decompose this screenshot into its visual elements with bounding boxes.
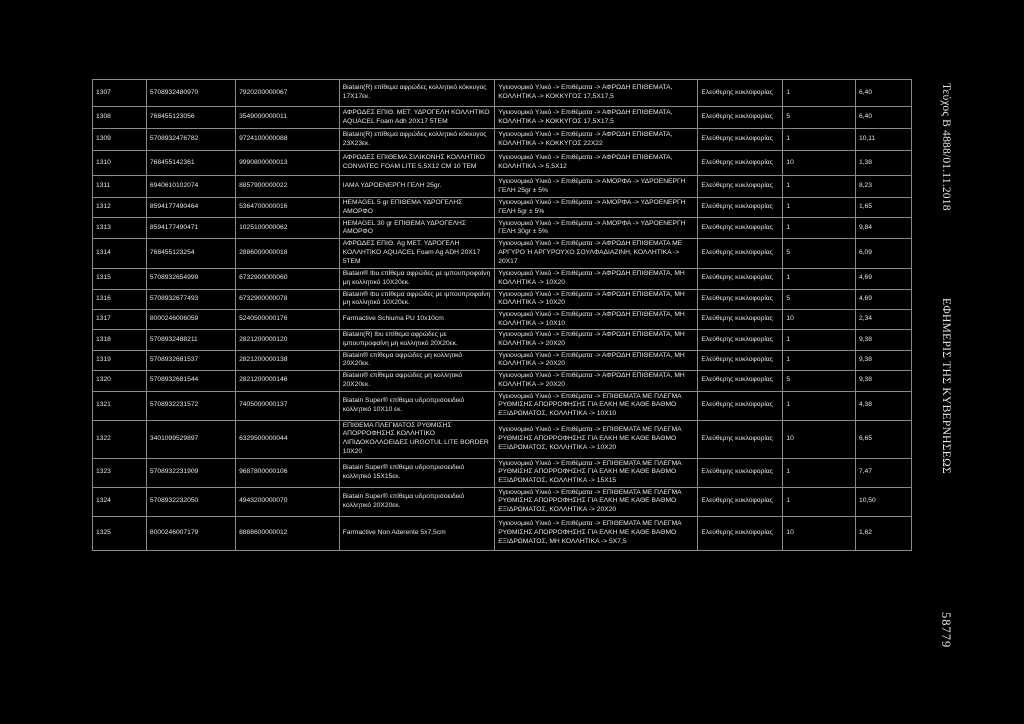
package-quantity: 1 [783, 218, 856, 239]
product-code: 9990800000013 [236, 151, 340, 176]
product-description: Biatain® επίθεμα αφρώδες μη κολλητικό 20Χ20εκ. [339, 371, 495, 391]
gazette-title: ΕΦΗΜΕΡΙΣ ΤΗΣ ΚΥΒΕΡΝΗΣΕΩΣ [940, 298, 952, 474]
unit-value: 6,09 [855, 239, 911, 268]
price-category: Ελεύθερης κυκλοφορίας [698, 80, 783, 107]
product-category: Υγειονομικό Υλικό -> Επιθέματα -> ΕΠΙΘΕΜΑΤΑ ΜΕ ΠΛΕΓΜΑ ΡΥΘΜΙΣΗΣ ΑΠΟΡΡΟΦΗΣΗΣ ΓΙΑ ΕΛΚΗ ΜΕ ΚΑΘΕ ΒΑΘΜΟ ΕΞΙΔΡΩΜΑΤΟΣ, ΚΟΛΛΗΤΙΚΑ -> 15Χ15 [495, 458, 698, 487]
product-category: Υγειονομικό Υλικό -> Επιθέματα -> ΕΠΙΘΕΜΑΤΑ ΜΕ ΠΛΕΓΜΑ ΡΥΘΜΙΣΗΣ ΑΠΟΡΡΟΦΗΣΗΣ ΓΙΑ ΕΛΚΗ ΜΕ ΚΑΘΕ ΒΑΘΜΟ ΕΞΙΔΡΩΜΑΤΟΣ, ΚΟΛΛΗΤΙΚΑ -> 10Χ10 [495, 391, 698, 420]
unit-value: 7,47 [855, 458, 911, 487]
price-category: Ελεύθερης κυκλοφορίας [698, 391, 783, 420]
price-category: Ελεύθερης κυκλοφορίας [698, 239, 783, 268]
ean-code: 5708932681537 [146, 350, 235, 370]
unit-value: 4,38 [855, 391, 911, 420]
ean-code: 5708932654999 [146, 268, 235, 289]
product-code: 7920200000067 [236, 80, 340, 107]
unit-value: 9,38 [855, 371, 911, 391]
row-number: 1322 [93, 420, 147, 458]
product-code: 5240500000176 [236, 309, 340, 329]
ean-code: 5708932231572 [146, 391, 235, 420]
table-row [93, 350, 912, 370]
unit-value: 8,23 [855, 176, 911, 198]
product-category: Υγειονομικό Υλικό -> Επιθέματα -> ΕΠΙΘΕΜΑΤΑ ΜΕ ΠΛΕΓΜΑ ΡΥΘΜΙΣΗΣ ΑΠΟΡΡΟΦΗΣΗΣ ΓΙΑ ΕΛΚΗ ΜΕ ΚΑΘΕ ΒΑΘΜΟ ΕΞΙΔΡΩΜΑΤΟΣ, ΚΟΛΛΗΤΙΚΑ -> 10Χ20 [495, 420, 698, 458]
product-code: 6732900000078 [236, 289, 340, 309]
unit-value: 4,69 [855, 268, 911, 289]
ean-code: 5708932681544 [146, 371, 235, 391]
product-description: Farmactive Non Aderente 5x7,5cm [339, 516, 495, 550]
product-table [92, 79, 912, 551]
product-description: Farmactive Schiuma PU 10x10cm [339, 309, 495, 329]
unit-value: 6,65 [855, 420, 911, 458]
row-number: 1309 [93, 129, 147, 151]
product-category: Υγειονομικό Υλικό -> Επιθέματα -> ΑΦΡΩΔΗ ΕΠΙΘΕΜΑΤΑ, ΚΟΛΛΗΤΙΚΑ -> ΚΟΚΚΥΓΟΣ 17,5Χ17,5 [495, 80, 698, 107]
row-number: 1324 [93, 487, 147, 516]
row-number: 1318 [93, 330, 147, 350]
ean-code: 5708932476782 [146, 129, 235, 151]
row-number: 1316 [93, 289, 147, 309]
price-category: Ελεύθερης κυκλοφορίας [698, 309, 783, 329]
product-category: Υγειονομικό Υλικό -> Επιθέματα -> ΑΦΡΩΔΗ ΕΠΙΘΕΜΑΤΑ ΜΕ ΑΡΓΥΡΟ Ή ΑΡΓΥΡΟΥΧΟ ΣΟΥΛΦΑΔΙΑΖΙΝΗ, ΚΟΛΛΗΤΙΚΑ -> 20Χ17 [495, 239, 698, 268]
package-quantity: 1 [783, 129, 856, 151]
product-category: Υγειονομικό Υλικό -> Επιθέματα -> ΕΠΙΘΕΜΑΤΑ ΜΕ ΠΛΕΓΜΑ ΡΥΘΜΙΣΗΣ ΑΠΟΡΡΟΦΗΣΗΣ ΓΙΑ ΕΛΚΗ ΜΕ ΚΑΘΕ ΒΑΘΜΟ ΕΞΙΔΡΩΜΑΤΟΣ, ΜΗ ΚΟΛΛΗΤΙΚΑ -> 5Χ7,5 [495, 516, 698, 550]
row-number: 1313 [93, 218, 147, 239]
unit-value: 1,38 [855, 151, 911, 176]
issue-label: Τεύχος Β 4888/01.11.2018 [940, 83, 952, 211]
package-quantity: 5 [783, 371, 856, 391]
price-category: Ελεύθερης κυκλοφορίας [698, 151, 783, 176]
price-category: Ελεύθερης κυκλοφορίας [698, 176, 783, 198]
table-row [93, 239, 912, 268]
row-number: 1320 [93, 371, 147, 391]
product-description: ΑΦΡΩΔΕΣ ΕΠΙΘ. ΜΕΤ. ΥΔΡΟΓΕΛΗ ΚΟΛΛΗΤΙΚΟ AQUACEL Foam Adh 20X17 5TEM [339, 107, 495, 129]
product-description: Biatain® Ibu επίθεμα αφρώδες με ιμπουπροφαίνη μη κολλητικό 10Χ20εκ. [339, 268, 495, 289]
table-row [93, 107, 912, 129]
ean-code: 5708932231909 [146, 458, 235, 487]
ean-code: 8000246006059 [146, 309, 235, 329]
table-row [93, 516, 912, 550]
package-quantity: 1 [783, 80, 856, 107]
product-category: Υγειονομικό Υλικό -> Επιθέματα -> ΑΦΡΩΔΗ ΕΠΙΘΕΜΑΤΑ, ΜΗ ΚΟΛΛΗΤΙΚΑ -> 20Χ20 [495, 371, 698, 391]
table-row [93, 218, 912, 239]
ean-code: 8594177490471 [146, 218, 235, 239]
package-quantity: 1 [783, 176, 856, 198]
package-quantity: 1 [783, 330, 856, 350]
package-quantity: 5 [783, 239, 856, 268]
table-row [93, 309, 912, 329]
row-number: 1325 [93, 516, 147, 550]
unit-value: 1,62 [855, 516, 911, 550]
product-category: Υγειονομικό Υλικό -> Επιθέματα -> ΑΦΡΩΔΗ ΕΠΙΘΕΜΑΤΑ, ΜΗ ΚΟΛΛΗΤΙΚΑ -> 10Χ20 [495, 268, 698, 289]
ean-code: 8000246007179 [146, 516, 235, 550]
price-category: Ελεύθερης κυκλοφορίας [698, 289, 783, 309]
package-quantity: 1 [783, 350, 856, 370]
row-number: 1307 [93, 80, 147, 107]
table-row [93, 458, 912, 487]
product-description: HEMAGEL 30 gr ΕΠΙΘΕΜΑ ΥΔΡΟΓΕΛΗΣ ΑΜΟΡΦΟ [339, 218, 495, 239]
product-code: 8857900000022 [236, 176, 340, 198]
unit-value: 4,69 [855, 289, 911, 309]
unit-value: 9,38 [855, 350, 911, 370]
product-code: 9724100000088 [236, 129, 340, 151]
product-description: Biatain(R) επίθεμα αφρώδες κολλητικό κόκκυγος 17Χ17εκ. [339, 80, 495, 107]
product-category: Υγειονομικό Υλικό -> Επιθέματα -> ΑΦΡΩΔΗ ΕΠΙΘΕΜΑΤΑ, ΚΟΛΛΗΤΙΚΑ -> 5,5X12 [495, 151, 698, 176]
product-description: Biatain® επίθεμα αφρώδες μη κολλητικό 20Χ20εκ. [339, 350, 495, 370]
product-code: 6732900000060 [236, 268, 340, 289]
unit-value: 10,50 [855, 487, 911, 516]
table-row [93, 129, 912, 151]
ean-code: 5708932488211 [146, 330, 235, 350]
ean-code: 5708932677493 [146, 289, 235, 309]
row-number: 1317 [93, 309, 147, 329]
product-code: 3549000000011 [236, 107, 340, 129]
package-quantity: 1 [783, 198, 856, 218]
table-row [93, 487, 912, 516]
price-category: Ελεύθερης κυκλοφορίας [698, 487, 783, 516]
product-category: Υγειονομικό Υλικό -> Επιθέματα -> ΑΦΡΩΔΗ ΕΠΙΘΕΜΑΤΑ, ΚΟΛΛΗΤΙΚΑ -> ΚΟΚΚΥΓΟΣ 22Χ22 [495, 129, 698, 151]
page-number: 58779 [939, 612, 953, 649]
package-quantity: 10 [783, 309, 856, 329]
table-row [93, 80, 912, 107]
table-row [93, 151, 912, 176]
product-description: ΑΦΡΩΔΕΣ ΕΠΙΘΕΜΑ ΣΙΛΙΚΟΝΗΣ ΚΟΛΛΗΤΙΚΟ CONVATEC FOAM LITE 5,5X12 CM 10 TEM [339, 151, 495, 176]
product-table-body [93, 80, 912, 551]
product-category: Υγειονομικό Υλικό -> Επιθέματα -> ΑΜΟΡΦΑ -> ΥΔΡΟΕΝΕΡΓΗ ΓΕΛΗ 5gr ± 5% [495, 198, 698, 218]
product-description: ΕΠΙΘΕΜΑ ΠΛΕΓΜΑΤΟΣ ΡΥΘΜΙΣΗΣ ΑΠΟΡΡΟΦΗΣΗΣ ΚΟΛΛΗΤΙΚΟ ΛΙΠΙΔΟΚΟΛΛΟΕΙΔΕΣ URGOTUL LITE BORDER 10Χ20 [339, 420, 495, 458]
product-code: 6329500000044 [236, 420, 340, 458]
product-code: 1025100000062 [236, 218, 340, 239]
row-number: 1312 [93, 198, 147, 218]
row-number: 1321 [93, 391, 147, 420]
product-description: ΙΑΜΑ ΥΔΡΟΕΝΕΡΓΗ ΓΕΛΗ 25gr. [339, 176, 495, 198]
product-description: Biatain Super® επίθεμα υδροπρισοειδικό κολλητικό 10Χ10 εκ. [339, 391, 495, 420]
package-quantity: 1 [783, 458, 856, 487]
ean-code: 3401099529897 [146, 420, 235, 458]
price-category: Ελεύθερης κυκλοφορίας [698, 458, 783, 487]
table-row [93, 198, 912, 218]
unit-value: 6,40 [855, 107, 911, 129]
row-number: 1319 [93, 350, 147, 370]
product-description: Biatain® Ibu επίθεμα αφρώδες με ιμπουπροφαίνη μη κολλητικό 10Χ20εκ. [339, 289, 495, 309]
table-row [93, 268, 912, 289]
product-code: 2886000000018 [236, 239, 340, 268]
product-code: 4943200000070 [236, 487, 340, 516]
product-description: ΑΦΡΩΔΕΣ ΕΠΙΘ. Ag ΜΕΤ. ΥΔΡΟΓΕΛΗ ΚΟΛΛΗΤΙΚΟ AQUACEL Foam Ag ADH 20X17 5TEM [339, 239, 495, 268]
product-code: 7405000000137 [236, 391, 340, 420]
table-row [93, 420, 912, 458]
price-category: Ελεύθερης κυκλοφορίας [698, 218, 783, 239]
package-quantity: 10 [783, 151, 856, 176]
table-row [93, 289, 912, 309]
unit-value: 10,11 [855, 129, 911, 151]
price-category: Ελεύθερης κυκλοφορίας [698, 420, 783, 458]
product-description: HEMAGEL 5 gr ΕΠΙΘΕΜΑ ΥΔΡΟΓΕΛΗΣ ΑΜΟΡΦΟ [339, 198, 495, 218]
unit-value: 1,65 [855, 198, 911, 218]
row-number: 1311 [93, 176, 147, 198]
ean-code: 8594177490464 [146, 198, 235, 218]
row-number: 1314 [93, 239, 147, 268]
price-category: Ελεύθερης κυκλοφορίας [698, 330, 783, 350]
unit-value: 9,84 [855, 218, 911, 239]
product-code: 2821200000120 [236, 330, 340, 350]
price-category: Ελεύθερης κυκλοφορίας [698, 350, 783, 370]
table-row [93, 330, 912, 350]
product-description: Biatain(R) επίθεμα αφρώδες κολλητικό κόκκυγος 23Χ23εκ. [339, 129, 495, 151]
product-category: Υγειονομικό Υλικό -> Επιθέματα -> ΑΦΡΩΔΗ ΕΠΙΘΕΜΑΤΑ, ΜΗ ΚΟΛΛΗΤΙΚΑ -> 10Χ10 [495, 309, 698, 329]
package-quantity: 1 [783, 268, 856, 289]
product-code: 9687800000106 [236, 458, 340, 487]
package-quantity: 10 [783, 516, 856, 550]
package-quantity: 1 [783, 487, 856, 516]
ean-code: 5708932232050 [146, 487, 235, 516]
price-category: Ελεύθερης κυκλοφορίας [698, 107, 783, 129]
product-description: Biatain Super® επίθεμα υδροπρισοειδικό κολλητικό 20Χ20εκ. [339, 487, 495, 516]
row-number: 1315 [93, 268, 147, 289]
package-quantity: 5 [783, 107, 856, 129]
row-number: 1308 [93, 107, 147, 129]
unit-value: 6,40 [855, 80, 911, 107]
price-category: Ελεύθερης κυκλοφορίας [698, 198, 783, 218]
row-number: 1310 [93, 151, 147, 176]
package-quantity: 10 [783, 420, 856, 458]
product-code: 5364700000016 [236, 198, 340, 218]
product-description: Biatain Super® επίθεμα υδροπρισοειδικό κολλητικό 15Χ15εκ. [339, 458, 495, 487]
ean-code: 5708932480970 [146, 80, 235, 107]
product-category: Υγειονομικό Υλικό -> Επιθέματα -> ΑΦΡΩΔΗ ΕΠΙΘΕΜΑΤΑ, ΜΗ ΚΟΛΛΗΤΙΚΑ -> 20Χ20 [495, 330, 698, 350]
ean-code: 6940610102074 [146, 176, 235, 198]
ean-code: 768455142361 [146, 151, 235, 176]
product-category: Υγειονομικό Υλικό -> Επιθέματα -> ΑΜΟΡΦΑ -> ΥΔΡΟΕΝΕΡΓΗ ΓΕΛΗ 30gr ± 5% [495, 218, 698, 239]
price-category: Ελεύθερης κυκλοφορίας [698, 129, 783, 151]
row-number: 1323 [93, 458, 147, 487]
product-category: Υγειονομικό Υλικό -> Επιθέματα -> ΑΦΡΩΔΗ ΕΠΙΘΕΜΑΤΑ, ΚΟΛΛΗΤΙΚΑ -> ΚΟΚΚΥΓΟΣ 17,5Χ17,5 [495, 107, 698, 129]
product-code: 2821200000138 [236, 350, 340, 370]
product-code: 2821200000146 [236, 371, 340, 391]
package-quantity: 5 [783, 289, 856, 309]
unit-value: 2,34 [855, 309, 911, 329]
table-row [93, 371, 912, 391]
unit-value: 9,38 [855, 330, 911, 350]
table-row [93, 176, 912, 198]
table-row [93, 391, 912, 420]
package-quantity: 1 [783, 391, 856, 420]
ean-code: 768455123254 [146, 239, 235, 268]
product-category: Υγειονομικό Υλικό -> Επιθέματα -> ΑΦΡΩΔΗ ΕΠΙΘΕΜΑΤΑ, ΜΗ ΚΟΛΛΗΤΙΚΑ -> 20Χ20 [495, 350, 698, 370]
ean-code: 768455123056 [146, 107, 235, 129]
price-category: Ελεύθερης κυκλοφορίας [698, 268, 783, 289]
product-category: Υγειονομικό Υλικό -> Επιθέματα -> ΑΦΡΩΔΗ ΕΠΙΘΕΜΑΤΑ, ΜΗ ΚΟΛΛΗΤΙΚΑ -> 10Χ20 [495, 289, 698, 309]
product-code: 8888600000012 [236, 516, 340, 550]
product-description: Biatain(R) Ibu επίθεμα αφρώδες με ιμπουπροφαίνη μη κολλητικό 20Χ20εκ. [339, 330, 495, 350]
price-category: Ελεύθερης κυκλοφορίας [698, 371, 783, 391]
product-category: Υγειονομικό Υλικό -> Επιθέματα -> ΑΜΟΡΦΑ -> ΥΔΡΟΕΝΕΡΓΗ ΓΕΛΗ 25gr ± 5% [495, 176, 698, 198]
product-category: Υγειονομικό Υλικό -> Επιθέματα -> ΕΠΙΘΕΜΑΤΑ ΜΕ ΠΛΕΓΜΑ ΡΥΘΜΙΣΗΣ ΑΠΟΡΡΟΦΗΣΗΣ ΓΙΑ ΕΛΚΗ ΜΕ ΚΑΘΕ ΒΑΘΜΟ ΕΞΙΔΡΩΜΑΤΟΣ, ΚΟΛΛΗΤΙΚΑ -> 20Χ20 [495, 487, 698, 516]
price-category: Ελεύθερης κυκλοφορίας [698, 516, 783, 550]
